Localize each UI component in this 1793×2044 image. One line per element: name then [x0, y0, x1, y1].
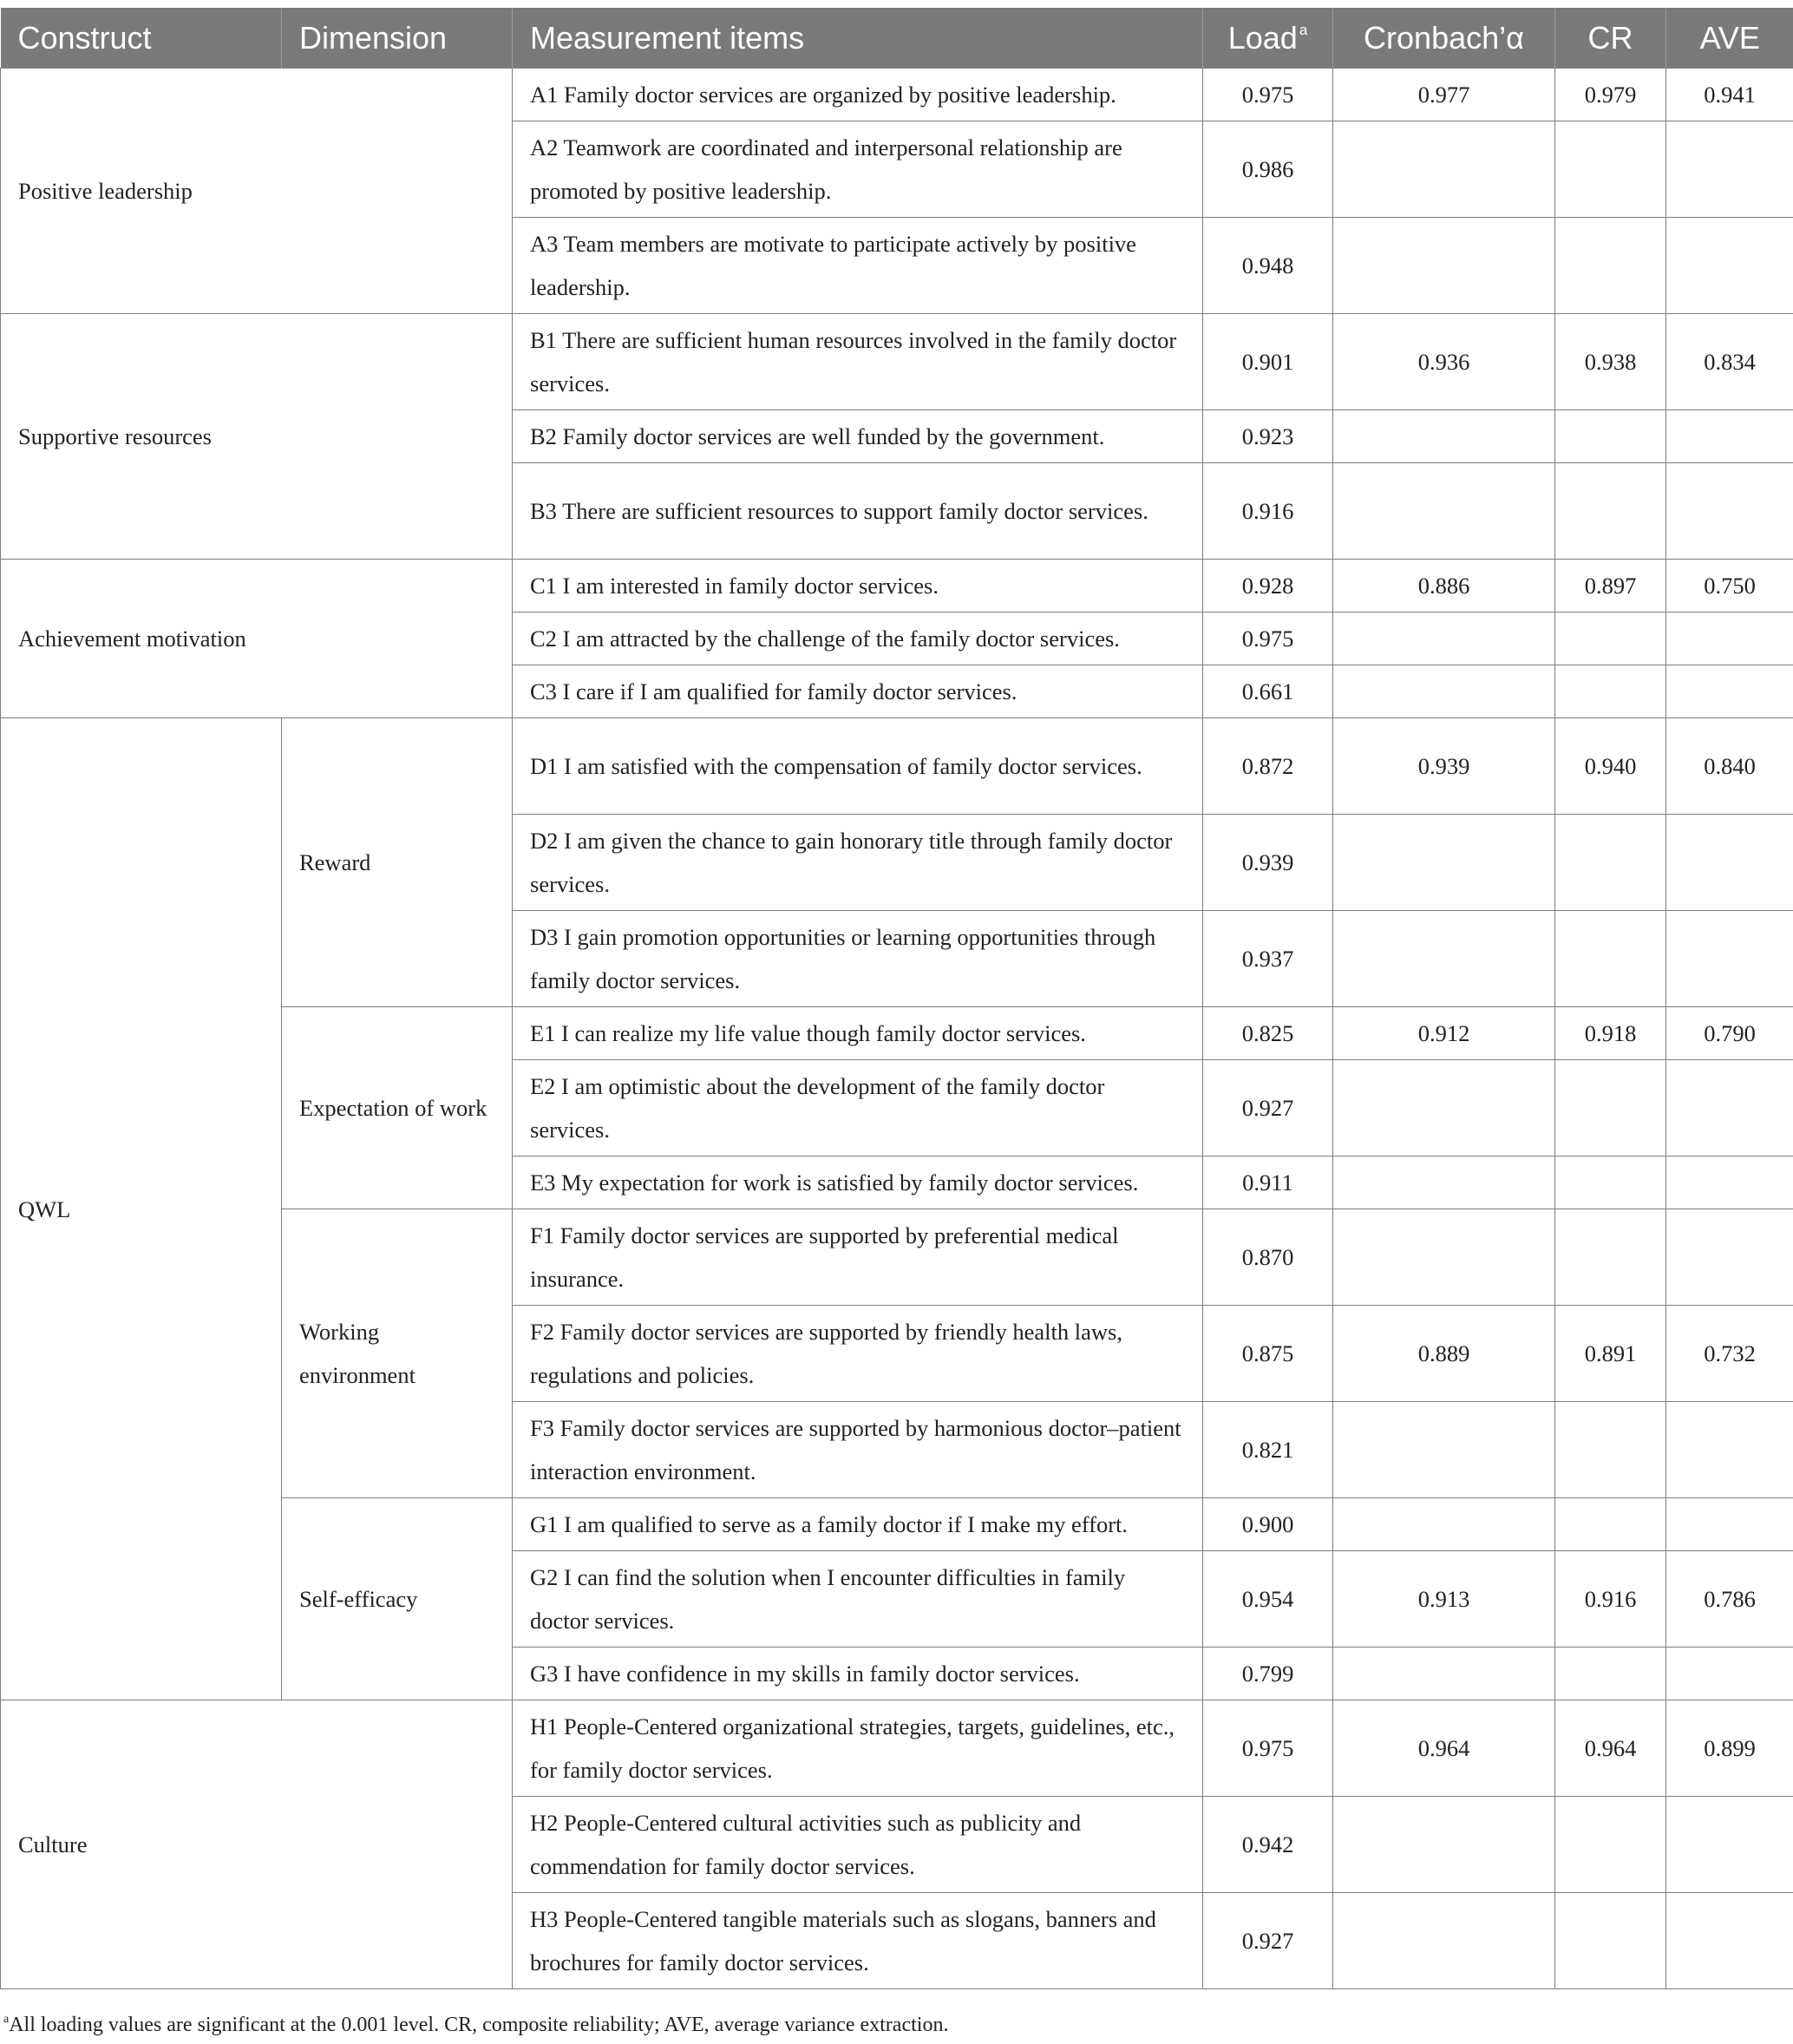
load-cell: 0.986: [1203, 121, 1333, 218]
empty-cell: [1333, 665, 1555, 718]
empty-cell: [1333, 1893, 1555, 1989]
empty-cell: [1333, 121, 1555, 218]
item-cell: F1 Family doctor services are supported by preferential medical insurance.: [513, 1209, 1203, 1306]
item-cell: B3 There are sufficient resources to support family doctor services.: [513, 463, 1203, 560]
item-cell: D2 I am given the chance to gain honorary title through family doctor services.: [513, 815, 1203, 911]
cr-cell: 0.938: [1555, 314, 1666, 410]
item-cell: H2 People-Centered cultural activities such as publicity and commendation for family doctor services.: [513, 1797, 1203, 1893]
empty-cell: [1666, 613, 1793, 665]
header-cr: CR: [1555, 8, 1666, 69]
ave-cell: 0.750: [1666, 560, 1793, 613]
load-cell: 0.975: [1203, 1700, 1333, 1797]
item-cell: C2 I am attracted by the challenge of the family doctor services.: [513, 613, 1203, 665]
empty-cell: [1333, 815, 1555, 911]
empty-cell: [1333, 410, 1555, 463]
empty-cell: [1555, 1156, 1666, 1209]
item-cell: G1 I am qualified to serve as a family doctor if I make my effort.: [513, 1498, 1203, 1551]
footnote-text: All loading values are significant at the 0.001 level. CR, composite reliability; AVE, average variance extraction.: [9, 2014, 949, 2036]
empty-cell: [1555, 121, 1666, 218]
ave-cell: 0.840: [1666, 718, 1793, 815]
empty-cell: [1333, 1797, 1555, 1893]
header-measurement-items: Measurement items: [513, 8, 1203, 69]
empty-cell: [1555, 1402, 1666, 1498]
table-row: [1, 1700, 1793, 1797]
construct-cell: QWL: [1, 718, 282, 1700]
dimension-cell: Working environment: [282, 1209, 513, 1498]
empty-cell: [1666, 665, 1793, 718]
item-cell: E3 My expectation for work is satisfied by family doctor services.: [513, 1156, 1203, 1209]
ave-cell: 0.732: [1666, 1306, 1793, 1402]
item-cell: E1 I can realize my life value though family doctor services.: [513, 1007, 1203, 1060]
load-cell: 0.916: [1203, 463, 1333, 560]
table-row: [1, 560, 1793, 613]
load-cell: 0.975: [1203, 69, 1333, 121]
empty-cell: [1555, 911, 1666, 1007]
cr-cell: 0.918: [1555, 1007, 1666, 1060]
cr-cell: 0.964: [1555, 1700, 1666, 1797]
table-footnote: [3, 2013, 948, 2037]
load-cell: 0.937: [1203, 911, 1333, 1007]
ave-cell: 0.899: [1666, 1700, 1793, 1797]
item-cell: E2 I am optimistic about the development of the family doctor services.: [513, 1060, 1203, 1156]
empty-cell: [1333, 1402, 1555, 1498]
empty-cell: [1666, 1648, 1793, 1700]
alpha-cell: 0.889: [1333, 1306, 1555, 1402]
header-construct: Construct: [1, 8, 282, 69]
empty-cell: [1333, 1060, 1555, 1156]
item-cell: C1 I am interested in family doctor services.: [513, 560, 1203, 613]
cr-cell: 0.916: [1555, 1551, 1666, 1648]
load-cell: 0.875: [1203, 1306, 1333, 1402]
load-cell: 0.942: [1203, 1797, 1333, 1893]
item-cell: A2 Teamwork are coordinated and interpersonal relationship are promoted by positive leadership.: [513, 121, 1203, 218]
load-cell: 0.870: [1203, 1209, 1333, 1306]
measurement-table: [0, 8, 1793, 1989]
empty-cell: [1555, 815, 1666, 911]
alpha-cell: 0.912: [1333, 1007, 1555, 1060]
header-load: [1203, 8, 1333, 69]
empty-cell: [1666, 1156, 1793, 1209]
table-header-row: [1, 8, 1793, 69]
empty-cell: [1555, 613, 1666, 665]
load-cell: 0.927: [1203, 1893, 1333, 1989]
construct-cell: Supportive resources: [1, 314, 513, 560]
empty-cell: [1555, 410, 1666, 463]
item-cell: A1 Family doctor services are organized by positive leadership.: [513, 69, 1203, 121]
cr-cell: 0.891: [1555, 1306, 1666, 1402]
load-cell: 0.939: [1203, 815, 1333, 911]
item-cell: D3 I gain promotion opportunities or learning opportunities through family doctor services.: [513, 911, 1203, 1007]
empty-cell: [1555, 1209, 1666, 1306]
empty-cell: [1333, 911, 1555, 1007]
item-cell: G3 I have confidence in my skills in family doctor services.: [513, 1648, 1203, 1700]
table-row: [1, 69, 1793, 121]
load-cell: 0.825: [1203, 1007, 1333, 1060]
load-cell: 0.927: [1203, 1060, 1333, 1156]
header-cronbach-alpha: Cronbach’α: [1333, 8, 1555, 69]
load-cell: 0.948: [1203, 218, 1333, 314]
footnote-marker: a: [3, 2013, 10, 2026]
empty-cell: [1555, 665, 1666, 718]
empty-cell: [1555, 218, 1666, 314]
load-cell: 0.901: [1203, 314, 1333, 410]
empty-cell: [1666, 121, 1793, 218]
dimension-cell: Reward: [282, 718, 513, 1007]
empty-cell: [1666, 1498, 1793, 1551]
header-ave: AVE: [1666, 8, 1793, 69]
empty-cell: [1666, 410, 1793, 463]
alpha-cell: 0.977: [1333, 69, 1555, 121]
item-cell: A3 Team members are motivate to participate actively by positive leadership.: [513, 218, 1203, 314]
load-cell: 0.872: [1203, 718, 1333, 815]
item-cell: F2 Family doctor services are supported by friendly health laws, regulations and policies.: [513, 1306, 1203, 1402]
empty-cell: [1555, 1498, 1666, 1551]
empty-cell: [1333, 1209, 1555, 1306]
alpha-cell: 0.964: [1333, 1700, 1555, 1797]
alpha-cell: 0.886: [1333, 560, 1555, 613]
header-dimension: Dimension: [282, 8, 513, 69]
empty-cell: [1666, 815, 1793, 911]
item-cell: D1 I am satisfied with the compensation of family doctor services.: [513, 718, 1203, 815]
empty-cell: [1555, 463, 1666, 560]
empty-cell: [1333, 1156, 1555, 1209]
cr-cell: 0.897: [1555, 560, 1666, 613]
load-cell: 0.954: [1203, 1551, 1333, 1648]
load-cell: 0.661: [1203, 665, 1333, 718]
empty-cell: [1555, 1893, 1666, 1989]
empty-cell: [1333, 1648, 1555, 1700]
load-cell: 0.975: [1203, 613, 1333, 665]
construct-cell: Achievement motivation: [1, 560, 513, 718]
empty-cell: [1333, 613, 1555, 665]
alpha-cell: 0.939: [1333, 718, 1555, 815]
empty-cell: [1555, 1060, 1666, 1156]
empty-cell: [1666, 1209, 1793, 1306]
ave-cell: 0.786: [1666, 1551, 1793, 1648]
dimension-cell: Expectation of work: [282, 1007, 513, 1209]
empty-cell: [1666, 1060, 1793, 1156]
empty-cell: [1666, 218, 1793, 314]
empty-cell: [1666, 1402, 1793, 1498]
table-row: [1, 314, 1793, 410]
empty-cell: [1555, 1648, 1666, 1700]
table-row: [1, 718, 1793, 815]
empty-cell: [1333, 1498, 1555, 1551]
ave-cell: 0.941: [1666, 69, 1793, 121]
load-cell: 0.928: [1203, 560, 1333, 613]
construct-cell: Culture: [1, 1700, 513, 1989]
alpha-cell: 0.913: [1333, 1551, 1555, 1648]
empty-cell: [1666, 1797, 1793, 1893]
ave-cell: 0.790: [1666, 1007, 1793, 1060]
construct-cell: Positive leadership: [1, 69, 513, 314]
empty-cell: [1666, 1893, 1793, 1989]
empty-cell: [1555, 1797, 1666, 1893]
item-cell: G2 I can find the solution when I encounter difficulties in family doctor services.: [513, 1551, 1203, 1648]
load-cell: 0.900: [1203, 1498, 1333, 1551]
item-cell: H1 People-Centered organizational strategies, targets, guidelines, etc., for family doctor services.: [513, 1700, 1203, 1797]
header-load-label: Load: [1227, 19, 1298, 56]
load-cell: 0.911: [1203, 1156, 1333, 1209]
alpha-cell: 0.936: [1333, 314, 1555, 410]
dimension-cell: Self-efficacy: [282, 1498, 513, 1700]
empty-cell: [1666, 911, 1793, 1007]
ave-cell: 0.834: [1666, 314, 1793, 410]
item-cell: C3 I care if I am qualified for family doctor services.: [513, 665, 1203, 718]
item-cell: F3 Family doctor services are supported by harmonious doctor–patient interaction environment.: [513, 1402, 1203, 1498]
empty-cell: [1333, 218, 1555, 314]
item-cell: H3 People-Centered tangible materials such as slogans, banners and brochures for family doctor services.: [513, 1893, 1203, 1989]
header-load-footnote-marker: a: [1299, 21, 1308, 38]
load-cell: 0.923: [1203, 410, 1333, 463]
load-cell: 0.821: [1203, 1402, 1333, 1498]
item-cell: B1 There are sufficient human resources involved in the family doctor services.: [513, 314, 1203, 410]
empty-cell: [1333, 463, 1555, 560]
cr-cell: 0.940: [1555, 718, 1666, 815]
cr-cell: 0.979: [1555, 69, 1666, 121]
load-cell: 0.799: [1203, 1648, 1333, 1700]
item-cell: B2 Family doctor services are well funded by the government.: [513, 410, 1203, 463]
empty-cell: [1666, 463, 1793, 560]
